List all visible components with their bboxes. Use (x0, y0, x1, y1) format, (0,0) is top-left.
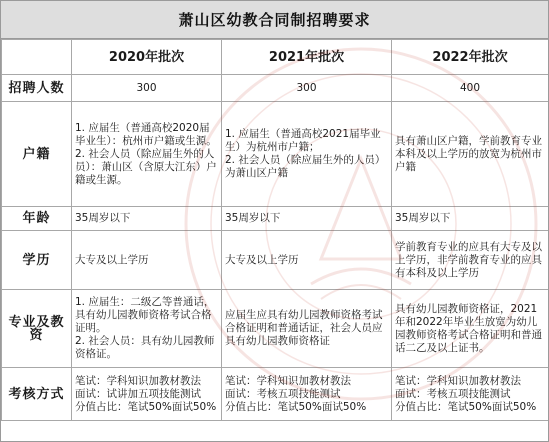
table-cell: 300 (222, 75, 392, 102)
table-cell: 1. 应届生（普通高校2021届毕业生）为杭州市户籍； 2. 社会人员（除应届生外的人员）为萧山区户籍 (222, 102, 392, 207)
table-header-row (2, 40, 549, 75)
table-row (2, 75, 549, 102)
table-cell: 笔试：学科知识加教材教法 面试：考核五项技能测试 分值占比：笔试50%面试50% (392, 368, 549, 421)
table-cell: 笔试：学科知识加教材教法 面试：试讲加五项技能测试 分值占比：笔试50%面试50% (72, 368, 222, 421)
table-row (2, 207, 549, 231)
table-row (2, 368, 549, 421)
row-label: 考核方式 (2, 368, 72, 421)
table-cell: 400 (392, 75, 549, 102)
column-header: 2021年批次 (222, 40, 392, 75)
row-label: 招聘人数 (2, 75, 72, 102)
table-cell: 大专及以上学历 (222, 231, 392, 290)
table-cell: 35周岁以下 (72, 207, 222, 231)
row-label: 专业及教资 (2, 290, 72, 368)
table-cell: 35周岁以下 (222, 207, 392, 231)
table-cell: 1. 应届生：二级乙等普通话，具有幼儿园教师资格考试合格证明。 2. 社会人员：具有幼儿园教师资格证。 (72, 290, 222, 368)
row-label: 年龄 (2, 207, 72, 231)
page-title: 萧山区幼教合同制招聘要求 (1, 1, 548, 39)
table-cell: 学前教育专业的应具有大专及以上学历，非学前教育专业的应具有本科及以上学历 (392, 231, 549, 290)
table-cell: 应届生应具有幼儿园教师资格考试合格证明和普通话证，社会人员应具有幼儿园教师资格证 (222, 290, 392, 368)
table-cell: 具有萧山区户籍，学前教育专业本科及以上学历的放宽为杭州市户籍 (392, 102, 549, 207)
column-header (2, 40, 72, 75)
table-cell: 具有幼儿园教师资格证，2021年和2022年毕业生放宽为幼儿园教师资格考试合格证明和普通话二乙及以上证书。 (392, 290, 549, 368)
column-header: 2022年批次 (392, 40, 549, 75)
table-cell: 1. 应届生（普通高校2020届毕业生）：杭州市户籍或生源。 2. 社会人员（除应届生外的人员）：萧山区（含原大江东）户籍或生源。 (72, 102, 222, 207)
row-label: 学历 (2, 231, 72, 290)
table-row (2, 231, 549, 290)
table-cell: 300 (72, 75, 222, 102)
row-label: 户籍 (2, 102, 72, 207)
table-cell: 大专及以上学历 (72, 231, 222, 290)
table-row (2, 102, 549, 207)
column-header: 2020年批次 (72, 40, 222, 75)
table-cell: 35周岁以下 (392, 207, 549, 231)
table-row (2, 290, 549, 368)
recruitment-table (1, 39, 549, 421)
table-cell: 笔试：学科知识加教材教法 面试：考核五项技能测试 分值占比：笔试50%面试50% (222, 368, 392, 421)
